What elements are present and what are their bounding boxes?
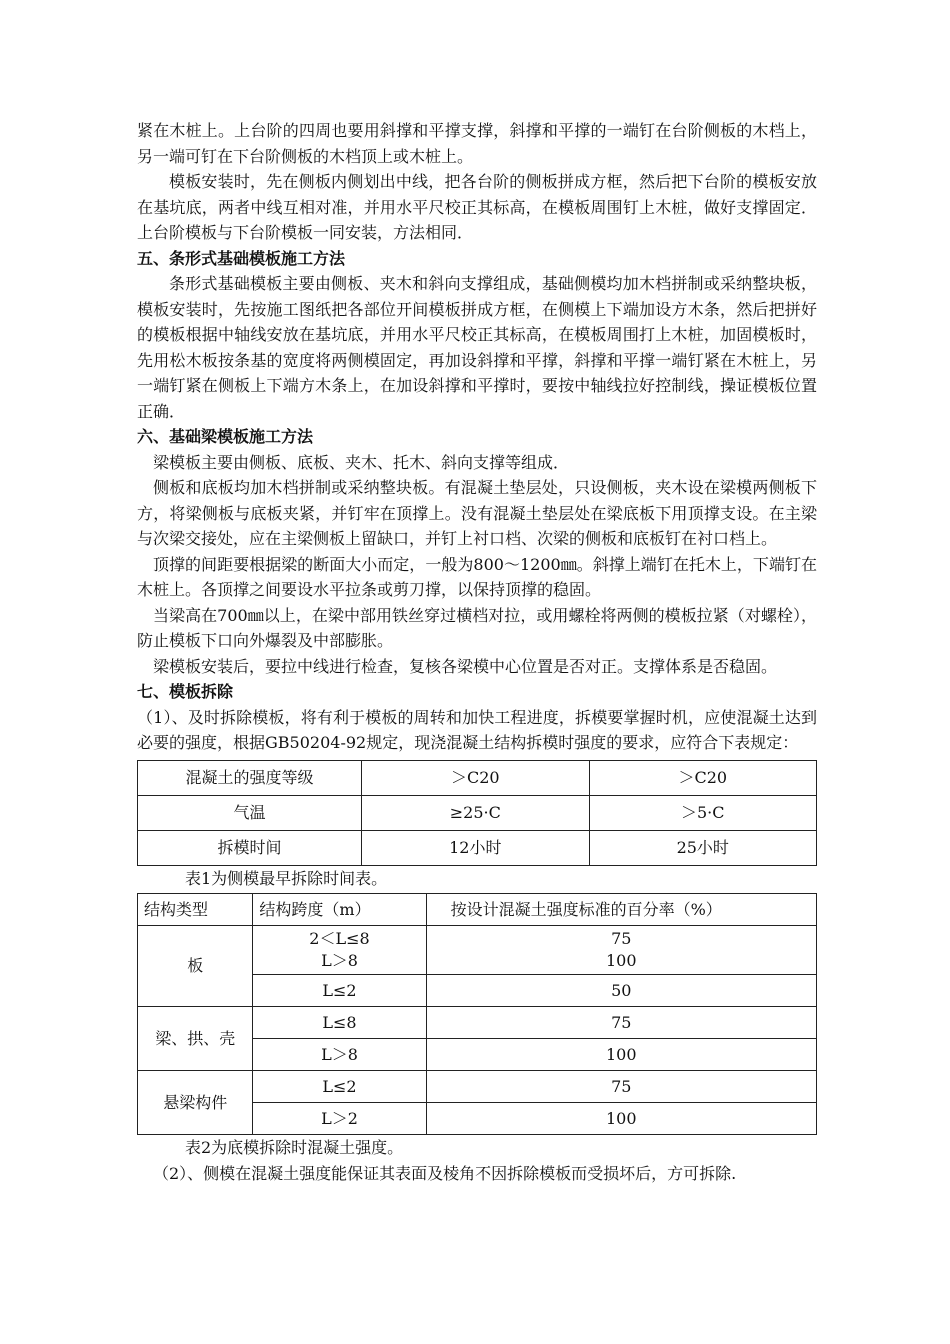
table-caption: 表2为底模拆除时混凝土强度。 xyxy=(185,1138,404,1157)
paragraph: （1）、及时拆除模板，将有利于模板的周转和加快工程进度，拆模要掌握时机，应使混凝土达到必要的强度，根据GB50204-92规定，现浇混凝土结构拆模时强度的要求，应符合下表规定： xyxy=(137,707,817,752)
table-caption: 表1为侧模最早拆除时间表。 xyxy=(185,868,388,888)
table-cell xyxy=(253,926,426,975)
table-cell: L≤2 xyxy=(253,975,426,1007)
table-cell: 75 xyxy=(426,1071,816,1103)
percent-value: 100 xyxy=(606,951,637,970)
document-page xyxy=(137,118,817,1186)
span-value: L＞8 xyxy=(321,951,358,970)
table-cell: 拆模时间 xyxy=(138,830,362,865)
table-row xyxy=(138,795,817,830)
table-cell: ＞C20 xyxy=(589,760,816,795)
table-row xyxy=(138,1007,817,1039)
table-cell: L≤8 xyxy=(253,1007,426,1039)
span-value: 2＜L≤8 xyxy=(309,929,370,948)
table-cell: L≤2 xyxy=(253,1071,426,1103)
table-header: 按设计混凝土强度标准的百分率（%） xyxy=(426,894,816,926)
bottom-form-strength-table xyxy=(137,893,817,1135)
table-cell: L＞2 xyxy=(253,1103,426,1135)
table-cell: 100 xyxy=(426,1039,816,1071)
table-cell: 梁、拱、壳 xyxy=(138,1007,253,1071)
section-heading-5: 五、条形式基础模板施工方法 xyxy=(137,248,346,268)
table-cell: 75 xyxy=(426,1007,816,1039)
table-row xyxy=(138,830,817,865)
table-cell: 气温 xyxy=(138,795,362,830)
paragraph: 侧板和底板均加木档拼制或采纳整块板。有混凝土垫层处，只设侧板，夹木设在梁模两侧板下方，将梁侧板与底板夹紧，并钉牢在顶撑上。没有混凝土垫层处在梁底板下用顶撑支设。在主梁与次梁交接处，应在主梁侧板上留缺口，并钉上衬口档、次梁的侧板和底板钉在衬口档上。 xyxy=(137,478,817,548)
table-row xyxy=(138,760,817,795)
table-cell: 悬梁构件 xyxy=(138,1071,253,1135)
paragraph: 梁模板安装后，要拉中线进行检查，复核各梁模中心位置是否对正。支撑体系是否稳固。 xyxy=(153,656,778,676)
paragraph: 条形式基础模板主要由侧板、夹木和斜向支撑组成，基础侧模均加木档拼制或采纳整块板，模板安装时，先按施工图纸把各部位开间模板拼成方框，在侧模上下端加设方木条，然后把拼好的模板根据中轴线安放在基坑底，并用水平尺校正其标高，在模板周围打上木桩，加固模板时，先用松木板按条基的宽度将两侧模固定，再加设斜撑和平撑，斜撑和平撑一端钉紧在木桩上，另一端钉紧在侧板上下端方木条上，在加设斜撑和平撑时，要按中轴线拉好控制线，操证模板位置正确． xyxy=(137,274,817,421)
section-heading-6: 六、基础梁模板施工方法 xyxy=(137,427,314,446)
table-cell: ＞5·C xyxy=(589,795,816,830)
side-form-removal-table xyxy=(137,760,817,866)
table-header: 结构跨度（m） xyxy=(253,894,426,926)
table-cell: L＞8 xyxy=(253,1039,426,1071)
percent-value: 75 xyxy=(611,929,632,948)
table-cell: 板 xyxy=(138,926,253,1007)
table-cell: 混凝土的强度等级 xyxy=(138,760,362,795)
paragraph: 当梁高在700㎜以上，在梁中部用铁丝穿过横档对拉，或用螺栓将两侧的模板拉紧（对螺栓），防止模板下口向外爆裂及中部膨胀。 xyxy=(137,605,817,650)
table-header: 结构类型 xyxy=(138,894,253,926)
paragraph: 紧在木桩上。上台阶的四周也要用斜撑和平撑支撑，斜撑和平撑的一端钉在台阶侧板的木档上，另一端可钉在下台阶侧板的木档顶上或木桩上。 xyxy=(137,121,817,166)
paragraph: 模板安装时，先在侧板内侧划出中线，把各台阶的侧板拼成方框，然后把下台阶的模板安放在基坑底，两者中线互相对准，并用水平尺校正其标高，在模板周围钉上木桩，做好支撑固定．上台阶模板与下台阶模板一同安装，方法相同． xyxy=(137,172,817,242)
table-cell: 12小时 xyxy=(362,830,589,865)
paragraph: 顶撑的间距要根据梁的断面大小而定，一般为800～1200㎜。斜撑上端钉在托木上，下端钉在木桩上。各顶撑之间要设水平拉条或剪刀撑，以保持顶撑的稳固。 xyxy=(137,554,817,599)
table-cell xyxy=(426,926,816,975)
table-cell: 100 xyxy=(426,1103,816,1135)
table-row xyxy=(138,1071,817,1103)
table-cell: ≥25·C xyxy=(362,795,589,830)
section-heading-7: 七、模板拆除 xyxy=(137,682,234,701)
paragraph: （2）、侧模在混凝土强度能保证其表面及棱角不因拆除模板而受损坏后，方可拆除. xyxy=(153,1163,737,1183)
paragraph: 梁模板主要由侧板、底板、夹木、托木、斜向支撑等组成． xyxy=(153,452,570,472)
table-cell: 25小时 xyxy=(589,830,816,865)
table-row xyxy=(138,926,817,975)
table-cell: 50 xyxy=(426,975,816,1007)
table-header-row xyxy=(138,894,817,926)
table-cell: ＞C20 xyxy=(362,760,589,795)
